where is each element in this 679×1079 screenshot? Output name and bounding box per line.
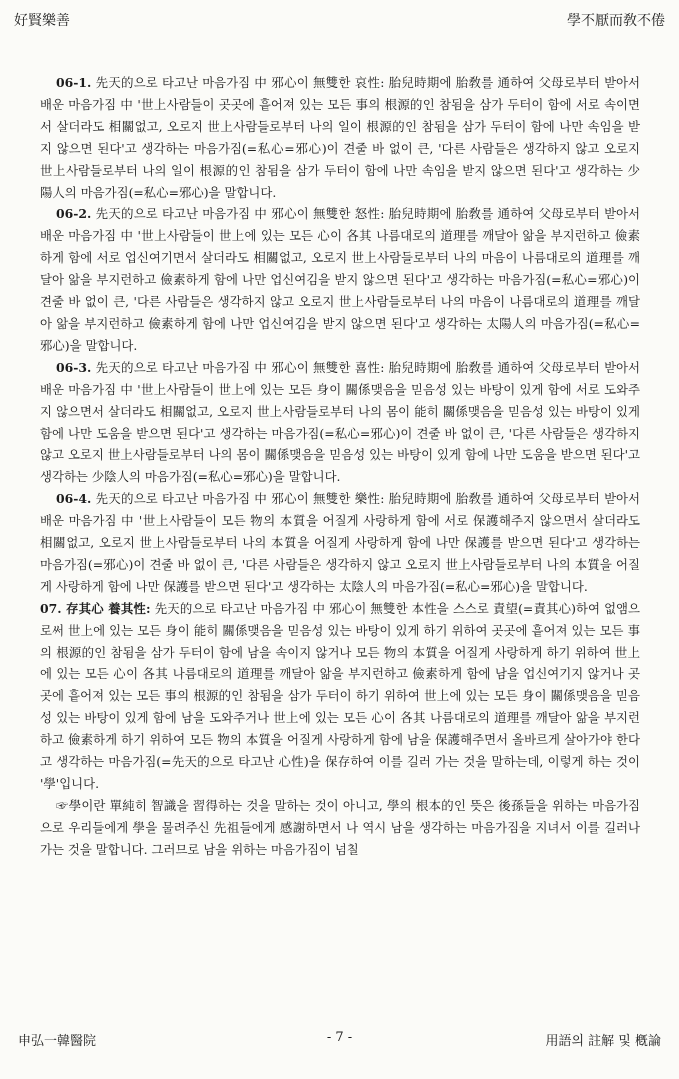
header-right-title: 學不厭而敎不倦 <box>567 13 665 29</box>
paragraph-text: 先天的으로 타고난 마음가짐 中 邪心이 無雙한 怒性: 胎兒時期에 胎敎를 通하여 父母로부터 받아서 배운 마음가짐 中 '世上사람들이 世上에 있는 모든 心이 各其 나름대로의 道理를 깨달아 앎을 부지런하고 儉素하게 함에 서로 업신여기면서 살더라도 相關없고, 오로지 世上사람들로부터 나의 마음이 나름대로의 道理를 깨달아 앎을 부지런하고 儉素하게 함에 나만 업신여김을 받지 않으면 된다'고 생각하는 마음가짐(=私心=邪心)이 견줄 바 없이 큰, '다른 사람들은 생각하지 않고 오로지 世上사람들로부터 나의 마음이 나름대로의 道理를 깨달아 앎을 부지런하고 儉素하게 함에 나만 업신여김을 받지 않으면 된다'고 생각하는 太陽人의 마음가짐(=私心=邪心)을 말합니다. <box>40 206 640 353</box>
footer-left: 申弘一韓醫院 <box>18 1034 97 1049</box>
paragraph-text: 先天的으로 타고난 마음가짐 中 邪心이 無雙한 本性을 스스로 責望(=責其心)하여 없앰으로써 世上에 있는 모든 身이 能히 關係맺음을 믿음성 있는 바탕이 있게 하기 위하여 곳곳에 흩어져 있는 모든 事의 根源的인 참됨을 삼가 두터이 함에 남을 속이지 않거나 모든 物의 本質을 어질게 사랑하게 하기 위하여 世上에 있는 모든 心이 各其 나름대로의 道理를 깨달아 앎을 부지런하고 儉素하게 함에 남을 업신여기지 않거나 곳곳에 흩어져 있는 모든 事의 根源的인 참됨을 삼가 두터이 하기 위하여 世上에 있는 모든 身이 關係맺음을 믿음성 있는 바탕이 있게 함에 남을 도와주거나 世上에 있는 모든 心이 各其 나름대로의 道理를 깨달아 앎을 부지런하고 儉素하게 하기 위하여 모든 物의 本質을 어질게 사랑하게 함에 남을 保護해주면서 올바르게 살아가야 한다고 생각하는 마음가짐(=先天的으로 타고난 心性)을 保存하여 이를 길러 가는 것을 말하는데, 이렇게 하는 것이 '學'입니다. <box>40 600 640 791</box>
footer-right: 用語의 註解 및 槪論 <box>545 1034 661 1049</box>
paragraph-06-1 <box>40 72 640 203</box>
header-left-title: 好賢樂善 <box>14 13 70 29</box>
paragraph-note <box>40 795 640 861</box>
paragraph-text: 先天的으로 타고난 마음가짐 中 邪心이 無雙한 哀性: 胎兒時期에 胎敎를 通하여 父母로부터 받아서 배운 마음가짐 中 '世上사람들이 곳곳에 흩어져 있는 모든 事의 根源的인 참됨을 삼가 두터이 함에 서로 속이면서 살더라도 相關없고, 오로지 世上사람들로부터 나의 일이 根源的인 참됨을 삼가 두터이 함에 나만 속임을 받지 않으면 된다'고 생각하는 마음가짐(=私心=邪心)이 견줄 바 없이 큰, '다른 사람들은 생각하지 않고 오로지 世上사람들로부터 나의 일이 根源的인 참됨을 삼가 두터이 함에 나만 속임을 받지 않으면 된다'고 생각하는 少陽人의 마음가짐(=私心=邪心)을 말합니다. <box>40 75 640 200</box>
paragraph-number: 06-3. <box>56 359 92 375</box>
paragraph-06-4 <box>40 488 640 598</box>
paragraph-number: 07. 存其心 養其性: <box>40 600 151 616</box>
paragraph-text: 先天的으로 타고난 마음가짐 中 邪心이 無雙한 樂性: 胎兒時期에 胎敎를 通하여 父母로부터 받아서 배운 마음가짐 中 '世上사람들이 모든 物의 本質을 어질게 사랑하게 함에 서로 保護해주지 않으면서 살더라도 相關없고, 오로지 世上사람들로부터 나의 本質을 어질게 사랑하게 함에 나만 保護를 받으면 된다'고 생각하는 마음가짐(=邪心)이 견줄 바 없이 큰, '다른 사람들은 생각하지 않고 오로지 世上사람들로부터 나의 本質을 어질게 사랑하게 함에 나만 保護를 받으면 된다'고 생각하는 太陰人의 마음가짐(=私心=邪心)을 말합니다. <box>40 491 640 594</box>
paragraph-number: 06-2. <box>56 206 92 222</box>
paragraph-text: 先天的으로 타고난 마음가짐 中 邪心이 無雙한 喜性: 胎兒時期에 胎敎를 通하여 父母로부터 받아서 배운 마음가짐 中 '世上사람들이 世上에 있는 모든 身이 關係맺음을 믿음성 있는 바탕이 있게 함에 서로 도와주지 않으면서 살더라도 相關없고, 오로지 世上사람들로부터 나의 몸이 能히 關係맺음을 믿음성 있는 바탕이 있게 함에 나만 도움을 받으면 된다'고 생각하는 마음가짐(=私心=邪心)이 견줄 바 없이 큰, '다른 사람들은 생각하지 않고 오로지 世上사람들로부터 나의 몸이 關係맺음을 믿음성 있는 바탕이 있게 함에 나만 도움을 받으면 된다'고 생각하는 少陰人의 마음가짐(=私心=邪心)을 말합니다. <box>40 359 640 485</box>
paragraph-number: 06-4. <box>56 491 92 507</box>
page-number: - 7 - <box>326 1030 353 1045</box>
paragraph-number: 06-1. <box>56 75 92 90</box>
paragraph-07 <box>40 598 640 795</box>
paragraph-text: ☞學이란 單純히 智識을 習得하는 것을 말하는 것이 아니고, 學의 根本的인 뜻은 後孫들을 위하는 마음가짐으로 우리들에게 學을 물려주신 先祖들에게 感謝하면서 나 역시 남을 생각하는 마음가짐을 지녀서 이를 길러나가는 것을 말합니다. 그러므로 남을 위하는 마음가짐이 넘칠 <box>40 797 640 857</box>
document-body <box>40 72 640 861</box>
paragraph-06-2 <box>40 203 640 356</box>
paragraph-06-3 <box>40 357 640 488</box>
